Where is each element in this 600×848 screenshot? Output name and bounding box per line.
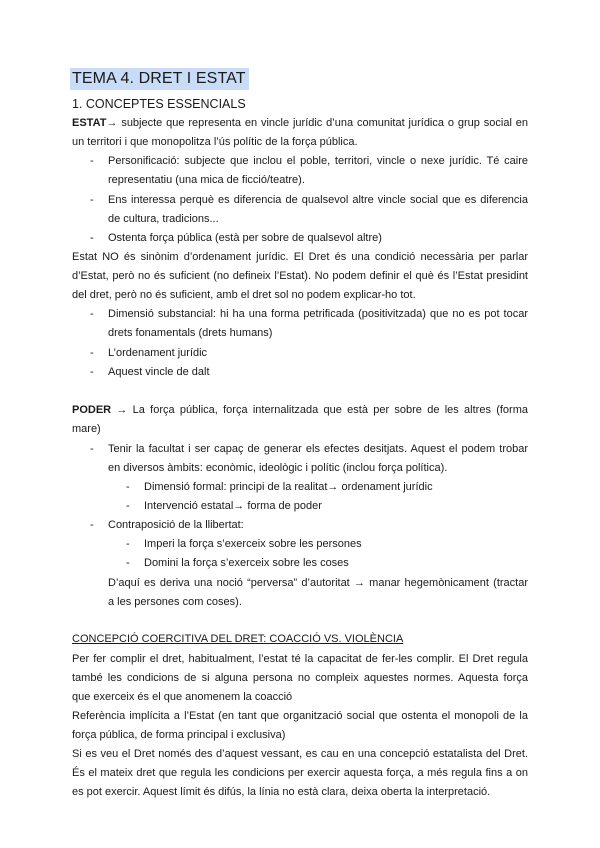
paragraph-line: d’Estat, però no és suficient (no defineix l’Estat). No podem definir el què és l’Estat presidint [72, 270, 528, 282]
list-item: Dimensió substancial: hi ha una forma petrificada (positivitzada) que no es pot tocar [108, 308, 528, 320]
list-item: Personificació: subjecte que inclou el poble, territori, vincle o nexe jurídic. Té caire [108, 155, 528, 167]
estat-definition-text: subjecte que representa en vincle jurídic d’una comunitat jurídica o grup social en [117, 117, 528, 129]
sub-list-item: Dimensió formal: principi de la realitat→ ordenament jurídic [144, 481, 433, 493]
poder-definition-text: → La força pública, força internalitzada que està per sobre de les altres (forma [111, 404, 528, 416]
sub-list-item: Intervenció estatal→ forma de poder [144, 500, 322, 512]
list-item: Aquest vincle de dalt [108, 366, 210, 378]
list-item: en diversos àmbits: econòmic, ideològic i polític (inclou força política). [108, 462, 448, 474]
list-item: drets fonamentals (drets humans) [108, 327, 273, 339]
list-item: representatiu (una mica de ficció/teatre). [108, 174, 305, 186]
bullet-dash: - [126, 538, 130, 550]
note-line: D’aquí es deriva una noció “perversa” d’autoritat → manar hegemònicament (tractar [108, 577, 528, 589]
estat-definition-line: un territori i que monopolitza l’ús polític de la força pública. [72, 136, 358, 148]
paragraph-line: Referència implícita a l’Estat (en tant que organització social que ostenta el monopoli de la [72, 710, 528, 722]
section-heading: 1. CONCEPTES ESSENCIALS [72, 97, 246, 111]
paragraph-line: es pot exercir. Aquest límit és difús, la línia no està clara, deixa oberta la interpretació. [72, 786, 491, 798]
sub-list-item: Imperi la força s’exerceix sobre les persones [144, 538, 362, 550]
arrow-glyph: → [106, 117, 118, 129]
paragraph-line: Estat NO és sinònim d’ordenament jurídic. El Dret és una condició necessària per parlar [72, 251, 528, 263]
estat-term: ESTAT [72, 117, 107, 129]
note-line: a les persones com coses). [108, 596, 242, 608]
paragraph-line: És el mateix dret que regula les condicions per exercir aquesta força, a més regula fins a on [72, 767, 528, 779]
poder-definition-line [72, 401, 528, 420]
bullet-dash: - [90, 308, 94, 320]
bullet-dash: - [126, 481, 130, 493]
list-item: Ens interessa perquè es diferencia de qualsevol altre vincle social que es diferencia [108, 194, 528, 206]
list-item: L’ordenament jurídic [108, 347, 208, 359]
bullet-dash: - [90, 155, 94, 167]
paragraph-line: del dret, però no és suficient, amb el dret sol no podem explicar-ho tot. [72, 289, 416, 301]
estat-definition-line [72, 114, 528, 133]
page-title: TEMA 4. DRET I ESTAT [70, 68, 249, 90]
list-item: Contraposició de la llibertat: [108, 519, 244, 531]
bullet-dash: - [90, 232, 94, 244]
list-item: Tenir la facultat i ser capaç de generar els efectes desitjats. Aquest el podem trobar [108, 443, 528, 455]
bullet-dash: - [90, 347, 94, 359]
paragraph-line: que exerceix és el que anomenem la coacció [72, 691, 293, 703]
list-item: de cultura, tradicions... [108, 213, 219, 225]
poder-definition-line: mare) [72, 423, 101, 435]
sub-list-item: Domini la força s’exerceix sobre les coses [144, 557, 349, 569]
paragraph-line: força pública, de forma principal i exclusiva) [72, 729, 286, 741]
poder-term: PODER [72, 404, 112, 416]
bullet-dash: - [126, 557, 130, 569]
bullet-dash: - [90, 519, 94, 531]
paragraph-line: també les condicions de si alguna persona no compleix aquestes normes. Aquesta força [72, 672, 528, 684]
section-heading-underlined: CONCEPCIÓ COERCITIVA DEL DRET: COACCIÓ VS. VIOLÈNCIA [72, 633, 404, 645]
bullet-dash: - [126, 500, 130, 512]
paragraph-line: Si es veu el Dret només des d’aquest vessant, es cau en una concepció estatalista del Dret. [72, 748, 528, 760]
bullet-dash: - [90, 443, 94, 455]
list-item: Ostenta força pública (està per sobre de qualsevol altre) [108, 232, 382, 244]
bullet-dash: - [90, 194, 94, 206]
bullet-dash: - [90, 366, 94, 378]
paragraph-line: Per fer complir el dret, habitualment, l’estat té la capacitat de fer-les complir. El Dret regula [72, 653, 528, 665]
